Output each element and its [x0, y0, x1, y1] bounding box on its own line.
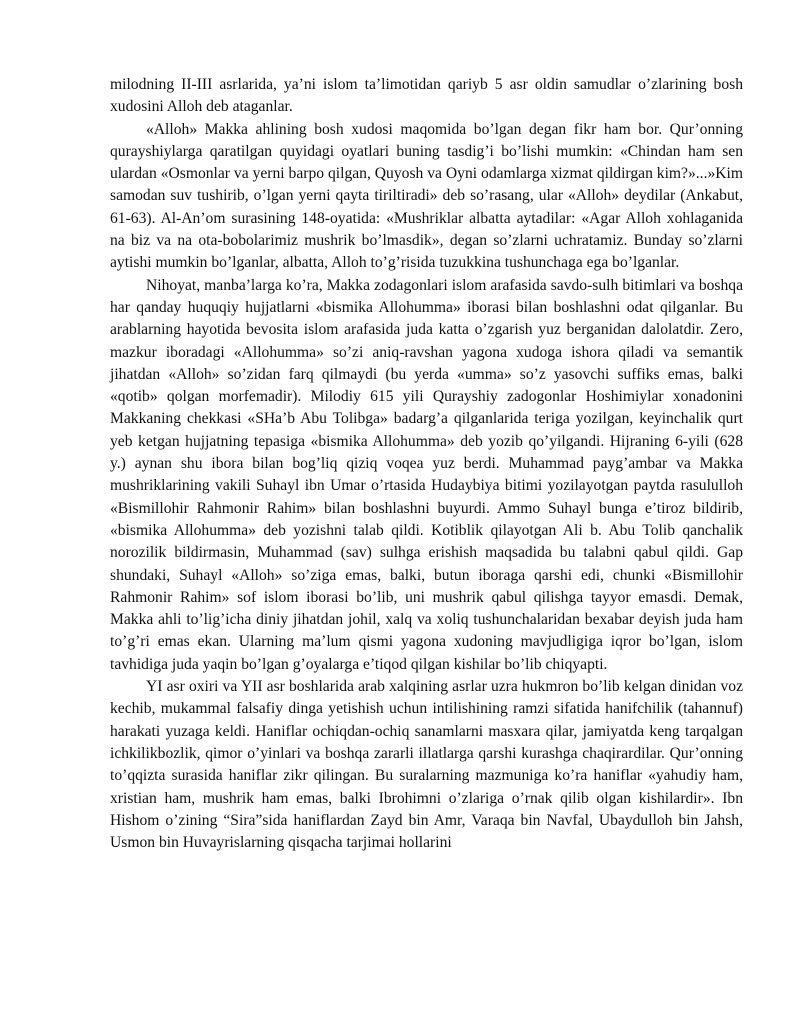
paragraph-1: milodning II-III asrlarida, ya’ni islom ta’limotidan qariyb 5 asr oldin samudlar o’zlarining bosh xudosini Alloh deb ataganlar. — [110, 76, 743, 116]
paragraph-2: «Alloh» Makka ahlining bosh xudosi maqomida bo’lgan degan fikr ham bor. Qur’onning qurayshiylarga qaratilgan quyidagi oyatlari buning tasdig’i bo’lishi mumkin: «Chindan ham sen ulardan «Osmonlar va yerni barpo qilgan, Quyosh va Oyni odamlarga xizmat qildirgan kim?»...»Kim samodan suv tushirib, o’lgan yerni qayta tiriltiradi» deb so’rasang, ular «Alloh» deydilar (Ankabut, 61-63). Al-An’om surasining 148-oyatida: «Mushriklar albatta aytadilar: «Agar Alloh xohlaganida na biz va na ota-bobolarimiz mushrik bo’lmasdik», degan so’zlarni uchratamiz. Bunday so’zlarni aytishi mumkin bo’lganlar, albatta, Alloh to’g’risida tuzukkina tushunchaga ega bo’lganlar. — [110, 120, 743, 272]
paragraph-3: Nihoyat, manba’larga ko’ra, Makka zodagonlari islom arafasida savdo-sulh bitimlari va boshqa har qanday huquqiy hujjatlarni «bismika Allohumma» iborasi bilan boshlashni odat qilganlar. Bu arablarning hayotida bevosita islom arafasida juda katta o’zgarish yuz berganidan dalolatdir. Zero, mazkur iboradagi «Allohumma» so’zi aniq-ravshan yagona xudoga ishora qiladi va semantik jihatdan «Alloh» so’zidan farq qilmaydi (bu yerda «umma» so’z yasovchi suffiks emas, balki «qotib» qolgan morfemadir). Milodiy 615 yili Qurayshiy zadogonlar Hoshimiylar xonadonini Makkaning chekkasi «SHa’b Abu Tolibga» badarg’a qilganlarida teriga yozilgan, keyinchalik qurt yeb ketgan hujjatning tepasiga «bismika Allohumma» deb yozib qo’yilgandi. Hijraning 6-yili (628 y.) aynan shu ibora bilan bog’liq qiziq voqea yuz berdi. Muhammad payg’ambar va Makka mushriklarining vakili Suhayl ibn Umar o’rtasida Hudaybiya bitimi yozilayotgan paytda rasululloh «Bismillohir Rahmonir Rahim» bilan boshlashni buyurdi. Ammo Suhayl bunga e’tiroz bildirib, «bismika Allohumma» deb yozishni talab qildi. Kotiblik qilayotgan Ali b. Abu Tolib qanchalik norozilik bildirmasin, Muhammad (sav) sulhga erishish maqsadida bu talabni qabul qildi. Gap shundaki, Suhayl «Alloh» so’ziga emas, balki, butun iboraga qarshi edi, chunki «Bismillohir Rahmonir Rahim» sof islom iborasi bo’lib, uni mushrik qabul qilishga tayyor emasdi. Demak, Makka ahli to’lig’icha diniy jihatdan johil, xalq va xoliq tushunchalaridan bexabar deyish juda ham to’g’ri emas ekan. Ularning ma’lum qismi yagona xudoning mavjudligiga iqror bo’lgan, islom tavhidiga juda yaqin bo’lgan g’oyalarga e’tiqod qilgan kishilar bo’lib chiqyapti. — [110, 276, 743, 673]
document-page — [110, 74, 743, 854]
paragraph-4: YI asr oxiri va YII asr boshlarida arab xalqining asrlar uzra hukmron bo’lib kelgan dinidan voz kechib, mukammal falsafiy dinga yetishish uchun intilishining ramzi sifatida hanifchilik (tahannuf) harakati yuzaga keldi. Haniflar ochiqdan-ochiq sanamlarni masxara qilar, jamiyatda keng tarqalgan ichkilikbozlik, qimor o’yinlari va boshqa zararli illatlarga qarshi kurashga chaqirardilar. Qur’onning to’qqizta surasida haniflar zikr qilingan. Bu suralarning mazmuniga ko’ra haniflar «yahudiy ham, xristian ham, mushrik ham emas, balki Ibrohimni o’zlariga o’rnak qilib olgan kishilardir». Ibn Hishom o’zining “Sira”sida haniflardan Zayd bin Amr, Varaqa bin Navfal, Ubaydulloh bin Jahsh, Usmon bin Huvayrislarning qisqacha tarjimai hollarini — [110, 678, 743, 852]
